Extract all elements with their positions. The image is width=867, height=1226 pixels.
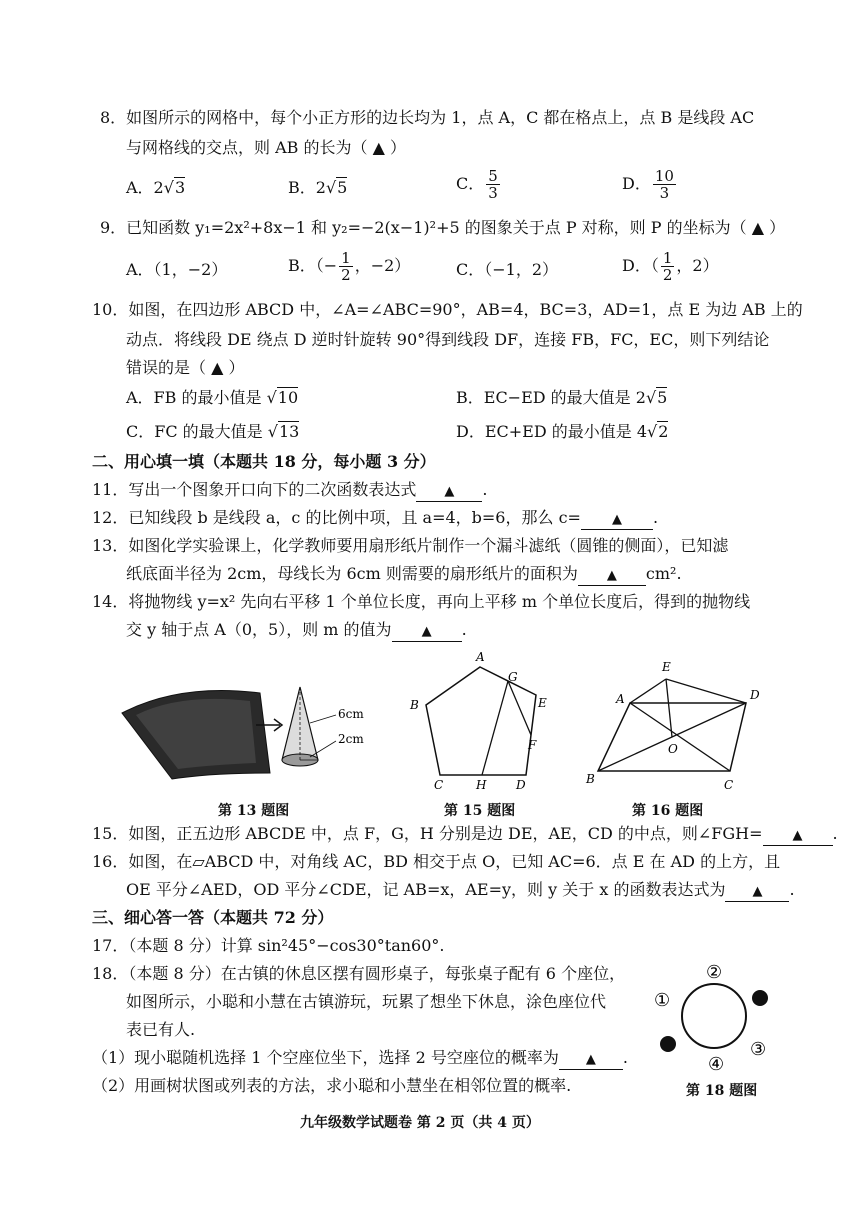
q14-line2: 交 y 轴于点 A（0，5），则 m 的值为 ▲ . (126, 620, 467, 642)
seat-2: ② (706, 962, 723, 983)
fig16-label-e: E (662, 660, 671, 674)
q13-line1: 13．如图化学实验课上，化学教师要用扇形纸片制作一个漏斗滤纸（圆锥的侧面），已知滤 (92, 536, 729, 555)
fig16-label-c: C (724, 778, 734, 792)
q8-option-a: A．2√3 (126, 178, 186, 197)
q9-option-d: D．（ $\frac{1}{2}$ ，2） (622, 249, 719, 284)
q10-option-b: B．EC−ED 的最大值是 2√5 (456, 388, 668, 407)
q14-line1: 14．将抛物线 y=x² 先向右平移 1 个单位长度，再向上平移 m 个单位长度后，得到的抛物线 (92, 592, 751, 611)
fig16-label-o: O (668, 742, 678, 756)
fig13-caption: 第 13 题图 (218, 803, 290, 819)
fig15-label-a: A (476, 650, 485, 664)
q18-sub2: （2）用画树状图或列表的方法，求小聪和小慧坐在相邻位置的概率. (92, 1076, 572, 1095)
seat-4: ④ (708, 1054, 725, 1075)
q8-line2: 与网格线的交点，则 AB 的长为（ ▲ ） (126, 138, 406, 157)
figure-18-round-table (648, 958, 778, 1082)
q16-line1: 16．如图，在▱ABCD 中，对角线 AC，BD 相交于点 O，已知 AC=6．点 E 在 AD 的上方，且 (92, 852, 781, 871)
q18-line3: 表已有人. (126, 1020, 196, 1039)
q8-option-d: D． $\frac{10}{3}$ (622, 167, 674, 202)
q8-line1: 8．如图所示的网格中，每个小正方形的边长均为 1，点 A，C 都在格点上，点 B 是线段 AC (100, 108, 755, 127)
occupied-seat-left-bottom (660, 1036, 676, 1052)
q18-line2: 如图所示，小聪和小慧在古镇游玩，玩累了想坐下休息，涂色座位代 (126, 992, 607, 1011)
q9-option-a: A．（1，−2） (126, 260, 228, 279)
fig16-caption: 第 16 题图 (632, 803, 704, 819)
q18-sub1: （1）现小聪随机选择 1 个空座位坐下，选择 2 号空座位的概率为 ▲ . (92, 1048, 628, 1070)
q9-option-b: B．（− $\frac{1}{2}$ ，−2） (288, 249, 411, 284)
q8-option-c: C． $\frac{5}{3}$ (456, 167, 498, 202)
q10-option-c: C．FC 的最大值是 √13 (126, 422, 300, 441)
q12: 12．已知线段 b 是线段 a，c 的比例中项，且 a=4，b=6，那么 c= ▲ . (92, 508, 658, 530)
figure-13-sector-and-cone (122, 687, 364, 779)
section-3-header: 三、细心答一答（本题共 72 分） (92, 908, 334, 927)
page-footer: 九年级数学试题卷 第 2 页（共 4 页） (300, 1115, 540, 1131)
fig16-label-a: A (616, 692, 625, 706)
q10-line1: 10．如图，在四边形 ABCD 中，∠A=∠ABC=90°，AB=4，BC=3，AD=1，点 E 为边 AB 上的 (92, 300, 803, 319)
fig16-label-b: B (586, 772, 595, 786)
q10-option-d: D．EC+ED 的最小值是 4√2 (456, 422, 669, 441)
fig15-label-h: H (476, 778, 487, 792)
fig15-label-b: B (410, 698, 419, 712)
fig16-label-d: D (750, 688, 760, 702)
q17: 17．（本题 8 分）计算 sin²45°−cos30°tan60°. (92, 936, 445, 955)
q10-option-a: A．FB 的最小值是 √10 (126, 388, 299, 407)
seat-1: ① (654, 990, 671, 1011)
q15: 15．如图，正五边形 ABCDE 中，点 F，G，H 分别是边 DE，AE，CD 的中点，则∠FGH= ▲ . (92, 824, 838, 846)
table-circle (682, 984, 746, 1048)
fig15-label-c: C (434, 778, 444, 792)
figure-15-pentagon (409, 650, 547, 792)
occupied-seat-right-top (752, 990, 768, 1006)
fig15-label-d: D (516, 778, 526, 792)
q9-option-c: C．（−1，2） (456, 260, 559, 279)
section-2-header: 二、用心填一填（本题共 18 分，每小题 3 分） (92, 452, 436, 471)
q8-option-b: B．2√5 (288, 178, 348, 197)
q11: 11．写出一个图象开口向下的二次函数表达式 ▲ . (92, 480, 487, 502)
fig13-6cm-label: 6cm (338, 707, 364, 721)
seat-3: ③ (750, 1039, 767, 1060)
figure-16-parallelogram (585, 660, 760, 792)
fig15-label-e: E (538, 696, 547, 710)
q10-line2: 动点．将线段 DE 绕点 D 逆时针旋转 90°得到线段 DF，连接 FB，FC，EC，则下列结论 (126, 330, 770, 349)
fig18-caption: 第 18 题图 (686, 1083, 758, 1099)
fig15-caption: 第 15 题图 (444, 803, 516, 819)
q13-line2: 纸底面半径为 2cm，母线长为 6cm 则需要的扇形纸片的面积为 ▲ cm². (126, 564, 682, 586)
q9-line1: 9．已知函数 y₁=2x²+8x−1 和 y₂=−2(x−1)²+5 的图象关于点 P 对称，则 P 的坐标为（ ▲ ） (100, 218, 786, 237)
q16-line2: OE 平分∠AED，OD 平分∠CDE，记 AB=x，AE=y，则 y 关于 x 的函数表达式为 ▲ . (126, 880, 795, 902)
fig15-label-f: F (528, 738, 537, 752)
figures-row (110, 645, 810, 825)
q18-line1: 18．（本题 8 分）在古镇的休息区摆有圆形桌子，每张桌子配有 6 个座位， (92, 964, 626, 983)
fig13-2cm-label: 2cm (338, 732, 364, 746)
q10-line3: 错误的是（ ▲ ） (126, 358, 245, 377)
fig15-label-g: G (508, 670, 518, 684)
